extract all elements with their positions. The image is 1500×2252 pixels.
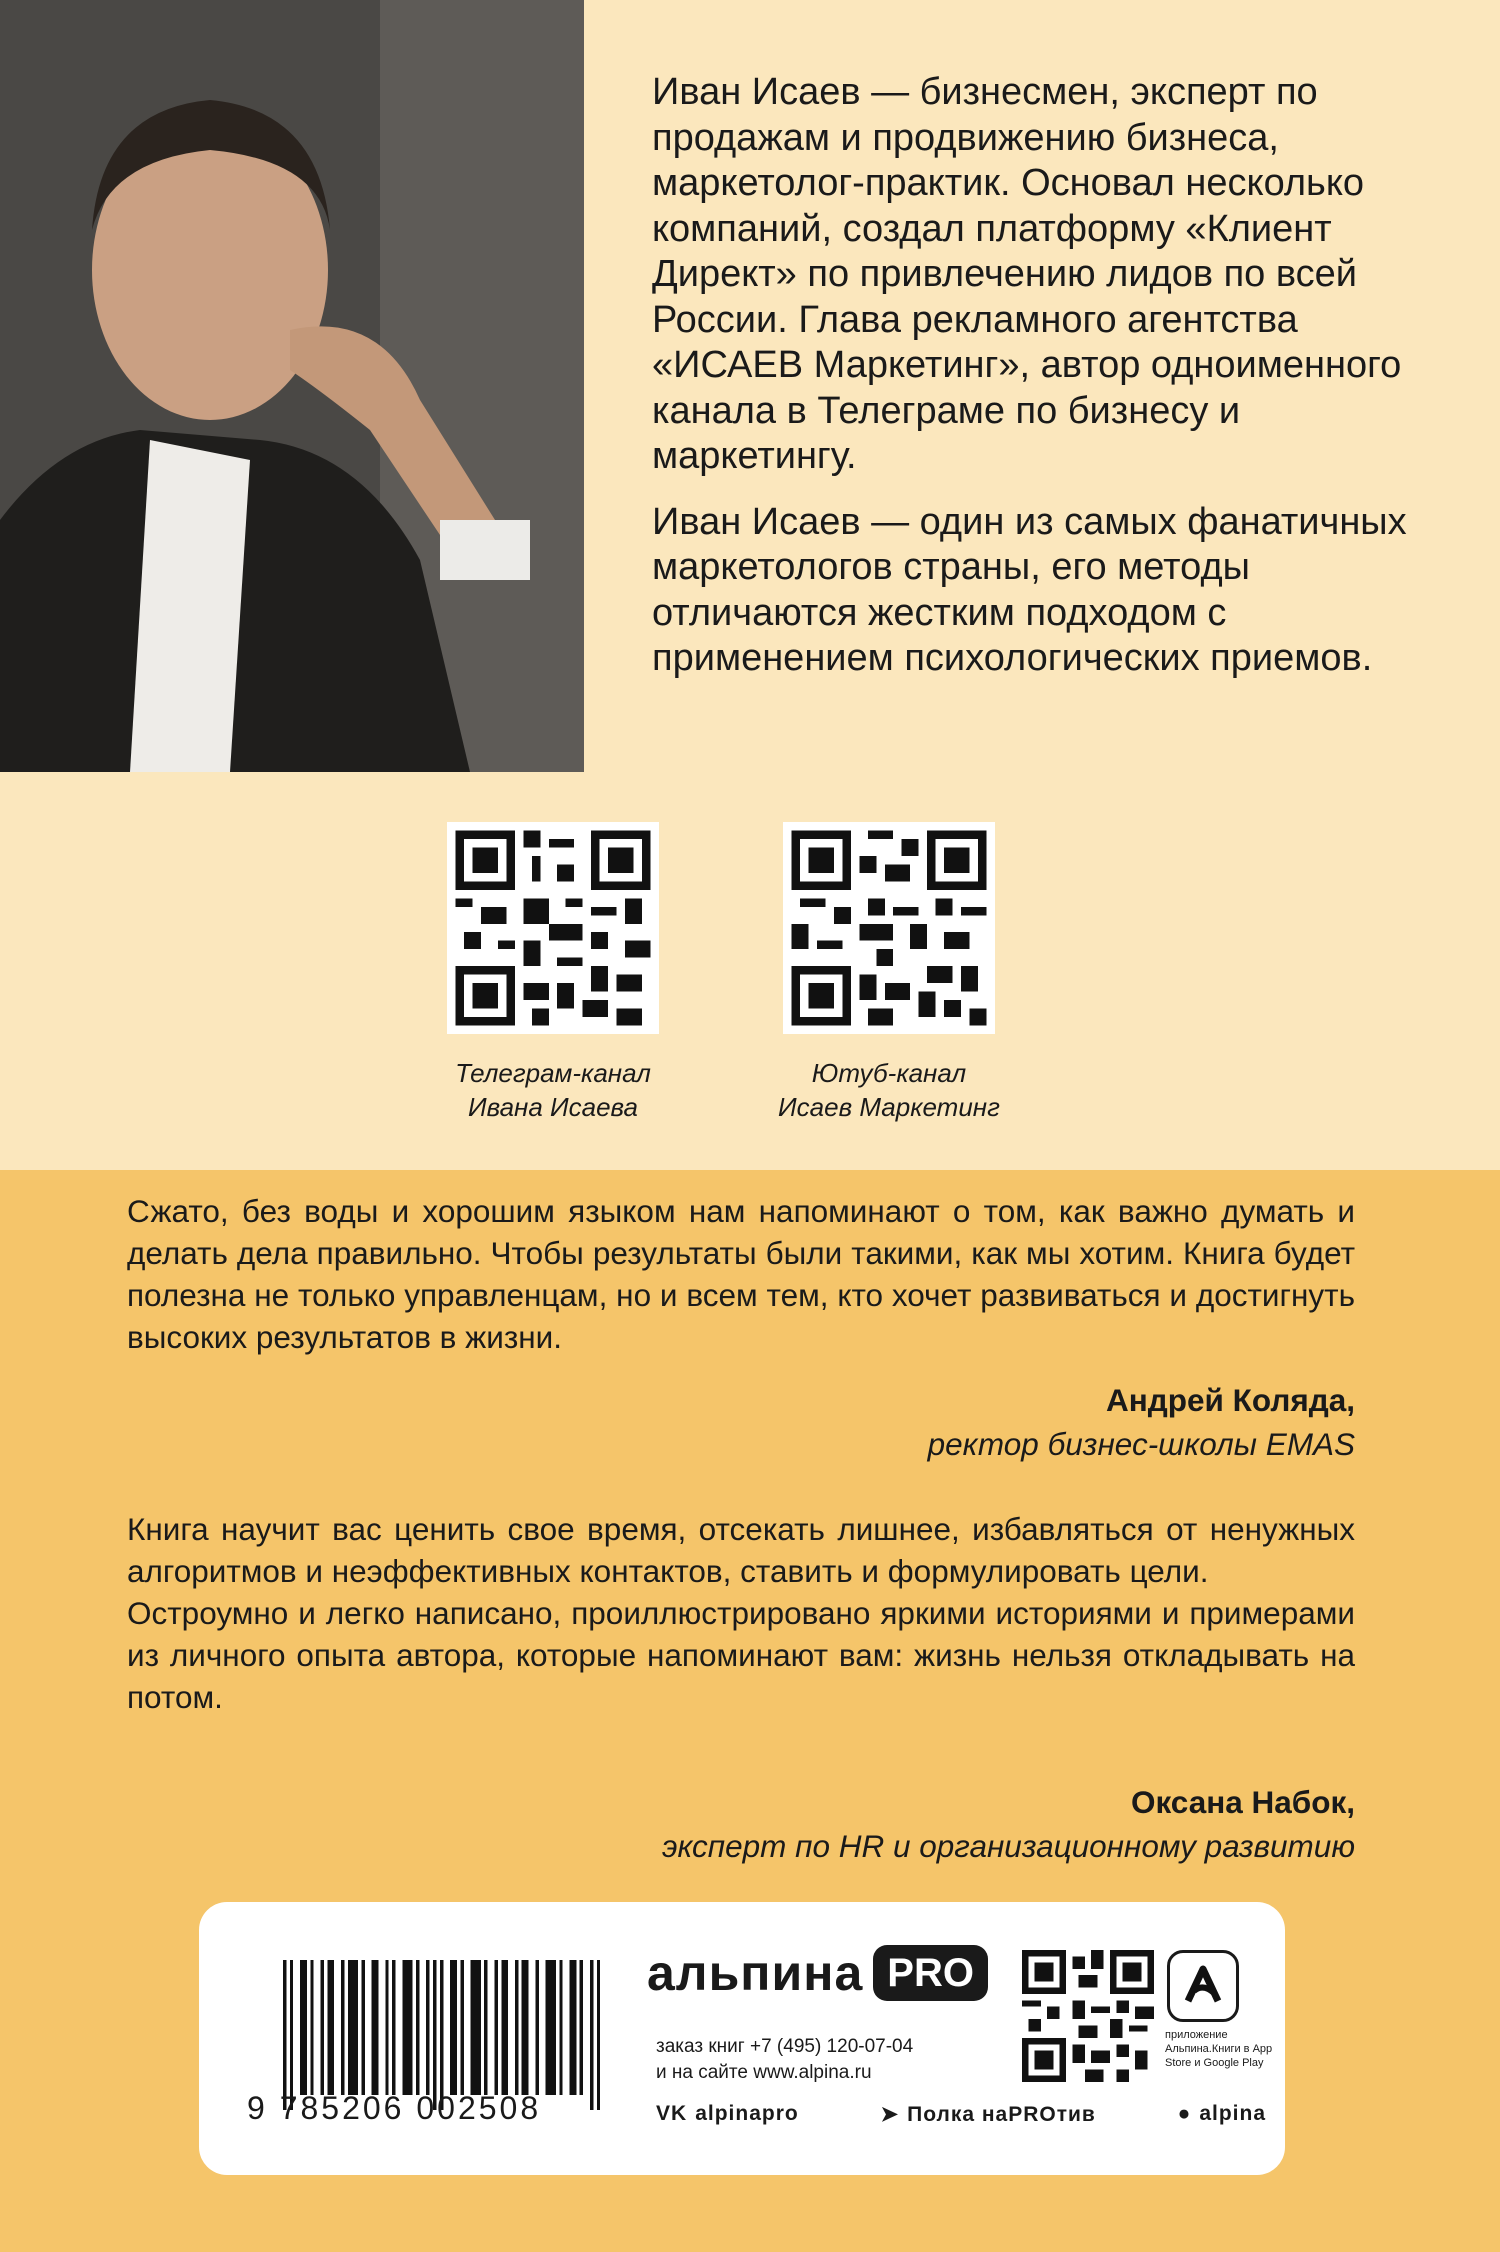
review-quote-2 (127, 1508, 1355, 1718)
alpina-app-icon[interactable] (1167, 1950, 1239, 2022)
social-links (656, 2102, 1266, 2127)
barcode (283, 1960, 607, 2110)
qr-caption-telegram-line1: Телеграм-канал (455, 1058, 651, 1088)
qr-caption-youtube-line1: Ютуб-канал (811, 1058, 967, 1088)
qr-caption-youtube-line2: Исаев Маркетинг (778, 1092, 1000, 1122)
qr-code-youtube[interactable] (783, 822, 995, 1034)
review-1-role: ректор бизнес-школы EMAS (927, 1426, 1355, 1462)
qr-telegram-block (418, 822, 688, 1124)
app-store-text: приложение Альпина.Книги в App Store и Google Play (1165, 2029, 1273, 2069)
qr-code-app[interactable] (1022, 1950, 1154, 2082)
logo-word: альпина (647, 1945, 864, 2001)
review-2-signature (662, 1780, 1355, 1868)
ok-label: alpina (1199, 2102, 1266, 2125)
telegram-icon: ➤ (880, 2103, 900, 2126)
author-photo (0, 0, 584, 772)
order-phone: заказ книг +7 (495) 120-07-04 (656, 2036, 914, 2057)
vk-icon: VK (656, 2102, 688, 2125)
telegram-label: Полка наPROтив (907, 2103, 1096, 2126)
qr-caption-youtube (754, 1056, 1024, 1124)
vk-label: alpinapro (695, 2102, 799, 2125)
vk-link[interactable] (656, 2102, 799, 2127)
odnoklassniki-icon: ● (1177, 2102, 1192, 2125)
ok-link[interactable] (1178, 2102, 1266, 2127)
review-2-text-1: Книга научит вас ценить свое время, отсекать лишнее, избавляться от ненужных алгоритмов и неэффективных контактов, ставить и формулировать цели. (127, 1511, 1355, 1589)
logo-pro-badge: PRO (873, 1945, 988, 2001)
alpina-pro-logo (647, 1944, 988, 2002)
order-info (656, 2034, 913, 2086)
qr-caption-telegram (418, 1056, 688, 1124)
order-website[interactable]: и на сайте www.alpina.ru (656, 2062, 872, 2083)
review-2-text-2: Остроумно и легко написано, проиллюстрировано яркими историями и примерами из личного опыта автора, которые напоминают вам: жизнь нельзя откладывать на потом. (127, 1595, 1355, 1715)
bio-paragraph-2: Иван Исаев — один из самых фанатичных маркетологов страны, его методы отличаются жестким подходом с применением психологических приемов. (652, 500, 1407, 679)
qr-youtube-block (754, 822, 1024, 1124)
qr-caption-telegram-line2: Ивана Исаева (467, 1092, 639, 1122)
review-quote-1 (127, 1190, 1355, 1358)
review-2-author: Оксана Набок, (1130, 1784, 1355, 1820)
publisher-card (199, 1902, 1285, 2175)
author-bio (652, 70, 1442, 702)
qr-code-telegram[interactable] (447, 822, 659, 1034)
bio-paragraph-1: Иван Исаев — бизнесмен, эксперт по продажам и продвижению бизнеса, маркетолог-практик. Основал несколько компаний, создал платформу «Клиент Директ» по привлечению лидов по всей России. Глава рекламного агентства «ИСАЕВ Маркетинг», автор одноименного канала в Телеграме по бизнесу и маркетингу. (652, 71, 1402, 477)
review-1-signature (928, 1378, 1355, 1466)
review-1-author: Андрей Коляда, (1106, 1382, 1355, 1418)
review-2-role: эксперт по HR и организационному развитию (661, 1828, 1355, 1864)
telegram-link[interactable] (880, 2102, 1095, 2127)
review-1-text: Сжато, без воды и хорошим языком нам напоминают о том, как важно думать и делать дела правильно. Чтобы результаты были такими, как мы хотим. Книга будет полезна не только управленцам, но и всем тем, кто хочет развиваться и достигнуть высоких результатов в жизни. (127, 1193, 1355, 1355)
isbn-number: 9 785206 002508 (247, 2090, 542, 2126)
